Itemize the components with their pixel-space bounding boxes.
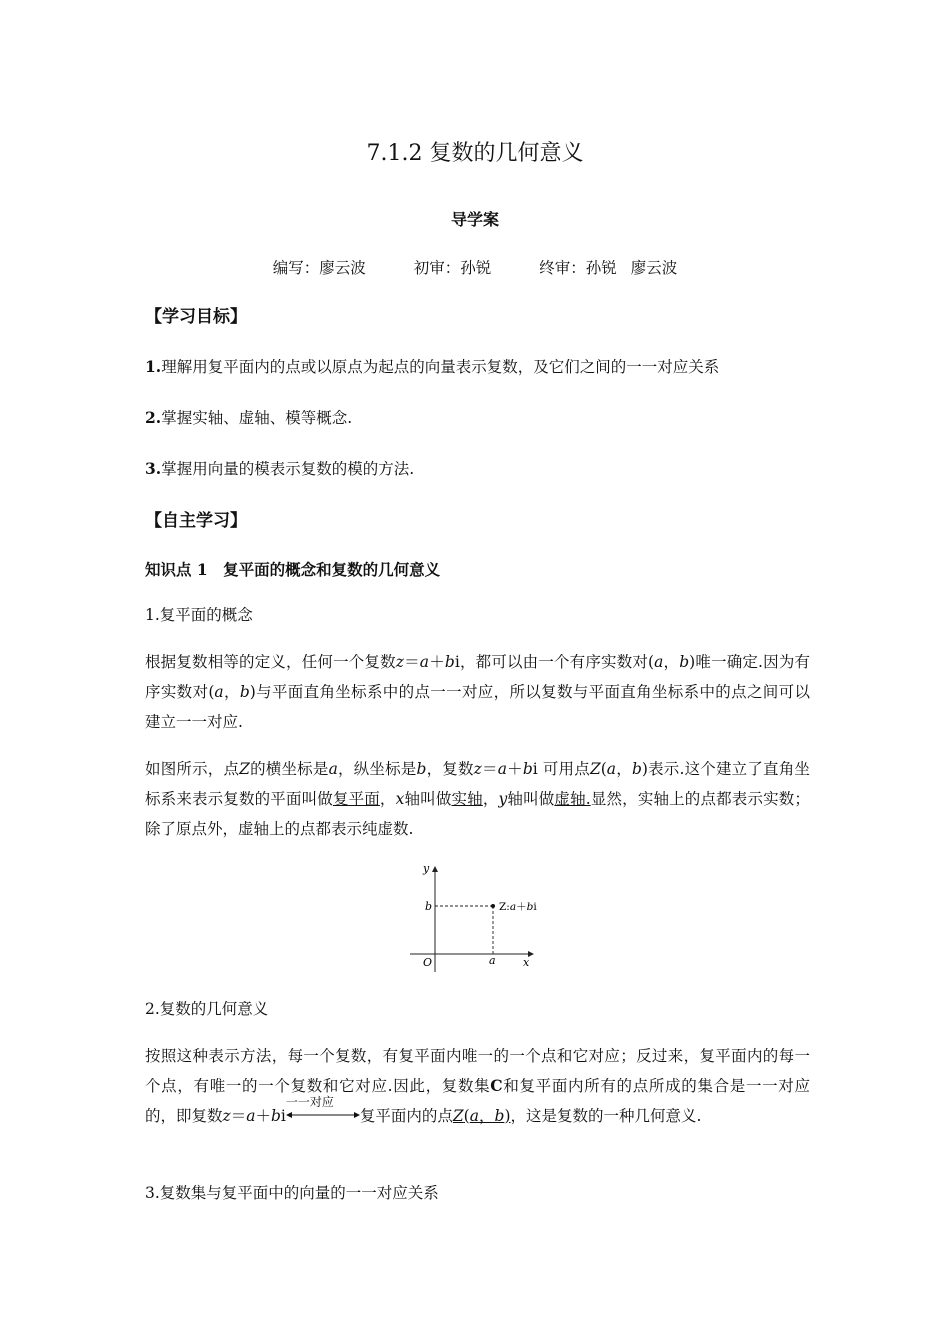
- objective-num: 1.: [145, 357, 162, 376]
- var: Z: [239, 760, 250, 778]
- text: ): [504, 1107, 511, 1125]
- text: 的横坐标是: [249, 760, 329, 778]
- text: ，纵坐标是: [337, 760, 417, 778]
- objective-num: 2.: [145, 408, 162, 427]
- var: y: [498, 790, 508, 808]
- text: 如图所示，点: [145, 760, 240, 778]
- text: i，都可以由一个有序实数对(: [454, 653, 655, 671]
- subheading-2: 2.复数的几何意义: [145, 1000, 269, 1018]
- text: 显然，实轴上的点都表示实数；除了原点外，虚轴上的点都表示纯虚数.: [145, 790, 810, 838]
- paragraph-1: [145, 647, 810, 737]
- y-axis-arrow: [432, 866, 438, 872]
- var: a: [419, 653, 430, 671]
- text: )唯一确定.因为有序实数对(: [145, 653, 810, 701]
- var: Z: [452, 1107, 464, 1125]
- text: ，: [482, 790, 499, 808]
- var: z: [395, 653, 404, 671]
- complex-plane-figure: [400, 860, 550, 975]
- writer: 编写：廖云波: [272, 259, 366, 277]
- text: ，: [379, 790, 396, 808]
- double-arrow-icon: [286, 1110, 360, 1120]
- var: b: [270, 1107, 281, 1125]
- text: ＋: [429, 653, 445, 671]
- text: ＋: [506, 760, 523, 778]
- objectives-heading: 【学习目标】: [145, 307, 247, 327]
- var: b: [239, 683, 250, 701]
- origin-label: O: [423, 956, 433, 969]
- var: a: [606, 760, 617, 778]
- self-study-heading: 【自主学习】: [145, 511, 247, 531]
- text: 轴叫做: [404, 790, 452, 808]
- var: z: [222, 1107, 231, 1125]
- var: a: [214, 683, 224, 701]
- author-line: [0, 256, 950, 278]
- text: ＋: [255, 1107, 271, 1125]
- underlined-term: 实轴: [451, 790, 483, 808]
- final-reviewer: 终审：孙锐: [539, 259, 617, 277]
- var: a: [246, 1107, 256, 1125]
- text: 和复平面内所有的点所成的集合是一一对应的，即复数: [145, 1077, 810, 1125]
- paragraph-3: [145, 1041, 810, 1131]
- text: ＝: [403, 653, 420, 671]
- text: 根据复数相等的定义，任何一个复数: [145, 653, 396, 671]
- objective-text: 掌握实轴、虚轴、模等概念.: [161, 409, 353, 427]
- var: b: [494, 1107, 505, 1125]
- objective-item-2: [145, 403, 810, 433]
- text: (: [600, 760, 607, 778]
- var: a: [469, 1107, 479, 1125]
- var: a: [497, 760, 507, 778]
- y-axis-label: y: [423, 862, 430, 875]
- underlined-point: [453, 1107, 511, 1125]
- a-tick-label: a: [489, 954, 496, 967]
- var: b: [416, 760, 427, 778]
- x-axis-label: x: [523, 956, 530, 969]
- text: ，: [616, 760, 632, 778]
- underlined-term: 虚轴.: [554, 790, 591, 808]
- var: Z: [589, 760, 601, 778]
- text: ，: [663, 653, 680, 671]
- objective-text: 掌握用向量的模表示复数的模的方法.: [161, 460, 415, 478]
- text: )表示.这个建立了直角坐标系来表示复数的平面叫做: [145, 760, 810, 808]
- objective-text: 理解用复平面内的点或以原点为起点的向量表示复数，及它们之间的一一对应关系: [161, 358, 720, 376]
- page-subtitle: 导学案: [450, 210, 499, 229]
- var: b: [631, 760, 642, 778]
- reviewer: 初审：孙锐: [413, 259, 492, 277]
- text: ，: [223, 683, 240, 701]
- objective-num: 3.: [145, 459, 162, 478]
- var: b: [444, 653, 455, 671]
- knowledge-point-title: 知识点 1 复平面的概念和复数的几何意义: [145, 560, 441, 579]
- set-symbol: C: [490, 1076, 503, 1095]
- point-label: Z:a＋bi: [499, 901, 537, 913]
- text: i: [280, 1107, 286, 1125]
- underlined-term: 复平面: [332, 790, 380, 808]
- page-title: 7.1.2 复数的几何意义: [366, 141, 584, 166]
- text: )与平面直角坐标系中的点一一对应，所以复数与平面直角坐标系中的点之间可以建立一一对应.: [145, 683, 810, 731]
- text: ，: [478, 1107, 495, 1125]
- text: i 可用点: [532, 760, 590, 778]
- text: ＝: [481, 760, 498, 778]
- final-reviewer-2: 廖云波: [630, 259, 678, 277]
- b-tick-label: b: [425, 900, 433, 913]
- text: ，复数: [426, 760, 474, 778]
- var: b: [522, 760, 533, 778]
- var: x: [395, 790, 405, 808]
- text: 轴叫做: [507, 790, 555, 808]
- objective-item-1: [145, 352, 810, 382]
- arrow-label: 一一对应: [285, 1095, 334, 1109]
- text: 按照这种表示方法，每一个复数，有复平面内唯一的一个点和它对应；反过来，复平面内的每一个点，有唯一的一个复数和它对应.因此，复数集: [145, 1047, 810, 1095]
- var: a: [328, 760, 338, 778]
- objective-item-3: [145, 454, 810, 484]
- point-z: [491, 904, 495, 908]
- text: ，这是复数的一种几何意义.: [510, 1107, 702, 1125]
- var: b: [679, 653, 690, 671]
- paragraph-2: [145, 754, 810, 844]
- text: (: [463, 1107, 470, 1125]
- subheading-3: 3.复数集与复平面中的向量的一一对应关系: [145, 1184, 439, 1202]
- text: 复平面内的点: [359, 1107, 453, 1125]
- text: ＝: [230, 1107, 247, 1125]
- subheading-1: 1.复平面的概念: [145, 606, 253, 624]
- one-to-one-arrow: [285, 1095, 360, 1124]
- var: a: [654, 653, 664, 671]
- var: z: [473, 760, 482, 778]
